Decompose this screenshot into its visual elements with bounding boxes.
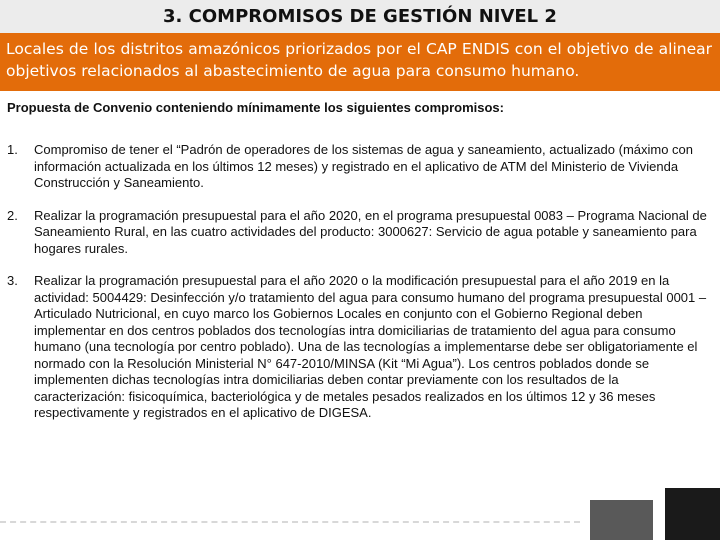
- objective-banner: [0, 33, 720, 91]
- item-text: Realizar la programación presupuestal para el año 2020 o la modificación presupuestal para el año 2019 en la actividad: 5004429: Desinfección y/o tratamiento del agua para consumo humano del programa presupuestal 0001 – Articulado Nutricional, en cuyo marco los Gobiernos Locales en conjunto con el Gobierno Regional deben implementar en dos centros poblados dos tecnologías intra domiciliarias de tratamiento del agua para consumo humano (una tecnología por centro poblado). Una de las tecnologías a implementarse debe ser obligatoriamente el normado con la Resolución Ministerial N° 647-2010/MINSA (Kit “Mi Agua”). Los centros poblados donde se implementen dichas tecnologías intra domiciliarias deben contar previamente con los resultados de la caracterización: fisicoquímica, bacteriológica y de metales pesados realizados en los últimos 12 y 36 meses respectivamente y registrados en el aplicativo de DIGESA.: [34, 273, 707, 420]
- item-number: 3.: [7, 273, 18, 288]
- intro-text: Propuesta de Convenio conteniendo mínimamente los siguientes compromisos:: [7, 100, 504, 115]
- item-text: Realizar la programación presupuestal para el año 2020, en el programa presupuestal 0083 – Programa Nacional de Saneamiento Rural, en las cuatro actividades del producto: 3000627: Servicio de agua potable y saneamiento para hogares rurales.: [34, 207, 707, 256]
- list-item: [7, 208, 707, 258]
- item-number: 2.: [7, 207, 18, 223]
- decorative-block-gray: [590, 500, 653, 540]
- decorative-block-dark: [665, 488, 720, 540]
- item-text: Compromiso de tener el “Padrón de operadores de los sistemas de agua y saneamiento, actualizado (máximo con información actualizada en los últimos 12 meses) y registrado en el aplicativo de ATM del Ministerio de Vivienda Construcción y Saneamiento.: [34, 142, 694, 190]
- item-number: 1.: [7, 142, 18, 157]
- list-item: [7, 142, 707, 192]
- title-bar: [0, 0, 720, 33]
- decorative-divider: [0, 521, 580, 523]
- commitments-list: [7, 142, 707, 438]
- objective-text: Locales de los distritos amazónicos priorizados por el CAP ENDIS con el objetivo de alinear objetivos relacionados al abastecimiento de agua para consumo humano.: [6, 40, 712, 80]
- list-item: [7, 273, 707, 422]
- slide-title: 3. COMPROMISOS DE GESTIÓN NIVEL 2: [163, 6, 557, 27]
